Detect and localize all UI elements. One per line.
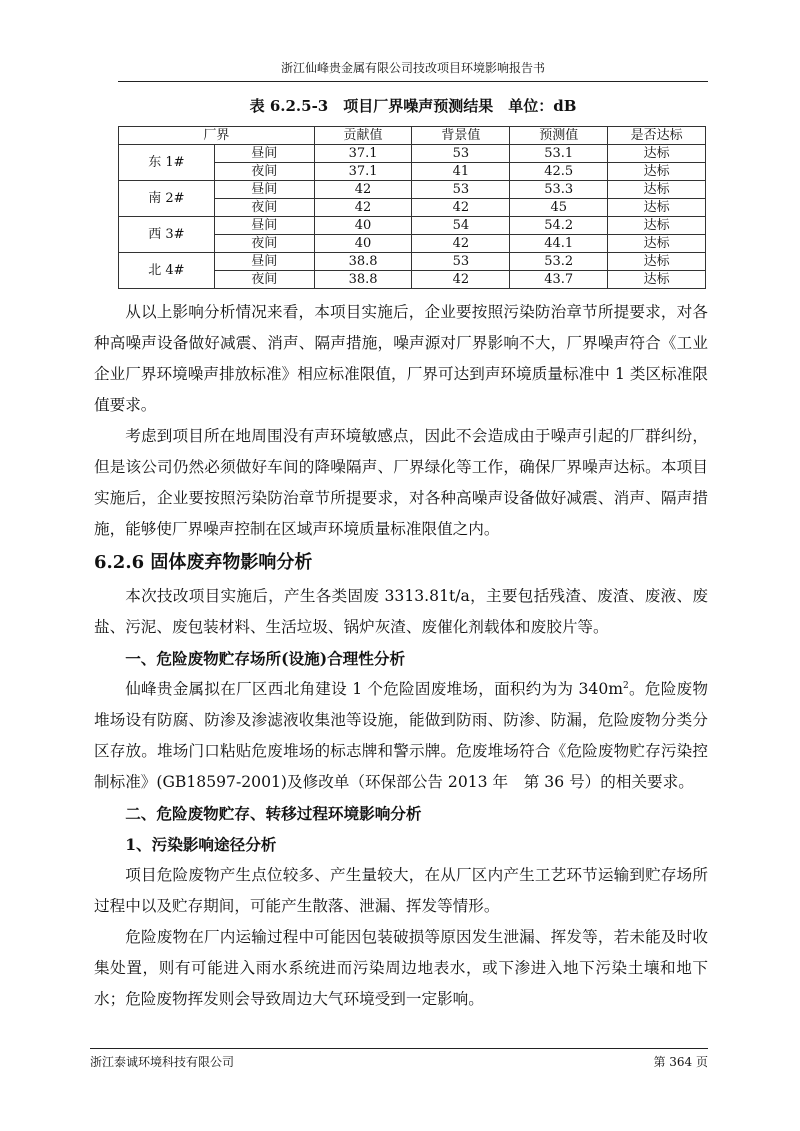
subsection-heading: 1、污染影响途径分析 bbox=[125, 835, 277, 854]
period: 昼间 bbox=[214, 253, 314, 271]
period: 夜间 bbox=[214, 163, 314, 181]
predicted-value: 53.2 bbox=[510, 253, 608, 271]
column-header: 背景值 bbox=[412, 127, 510, 145]
compliance-status: 达标 bbox=[608, 253, 706, 271]
paragraph: 危险废物在厂内运输过程中可能因包装破损等原因发生泄漏、挥发等，若未能及时收集处置，则有可能进入雨水系统进而污染周边地表水，或下渗进入地下污染土壤和地下水；危险废物挥发则会导致周边大气环境受到一定影响。 bbox=[94, 928, 708, 1008]
table-header-row bbox=[119, 127, 706, 145]
subsection-heading: 一、危险废物贮存场所(设施)合理性分析 bbox=[125, 649, 406, 668]
background-value: 53 bbox=[412, 145, 510, 163]
boundary-name: 西 3# bbox=[119, 217, 215, 253]
paragraph: 考虑到项目所在地周围没有声环境敏感点，因此不会造成由于噪声引起的厂群纠纷，但是该公司仍然必须做好车间的降噪隔声、厂界绿化等工作，确保厂界噪声达标。本项目实施后，企业要按照污染防治章节所提要求，对各种高噪声设备做好减震、消声、隔声措施，能够使厂界噪声控制在区域声环境质量标准限值之内。 bbox=[94, 427, 708, 538]
paragraph: 本次技改项目实施后，产生各类固废 3313.81t/a，主要包括残渣、废渣、废液、废盐、污泥、废包装材料、生活垃圾、锅炉灰渣、废催化剂载体和废胶片等。 bbox=[94, 587, 708, 636]
column-header: 是否达标 bbox=[608, 127, 706, 145]
contribution-value: 38.8 bbox=[314, 253, 412, 271]
contribution-value: 40 bbox=[314, 217, 412, 235]
running-footer bbox=[90, 1048, 708, 1070]
background-value: 41 bbox=[412, 163, 510, 181]
compliance-status: 达标 bbox=[608, 163, 706, 181]
predicted-value: 42.5 bbox=[510, 163, 608, 181]
paragraph bbox=[94, 674, 708, 798]
compliance-status: 达标 bbox=[608, 181, 706, 199]
column-header: 贡献值 bbox=[314, 127, 412, 145]
period: 昼间 bbox=[214, 217, 314, 235]
boundary-name: 北 4# bbox=[119, 253, 215, 289]
compliance-status: 达标 bbox=[608, 217, 706, 235]
contribution-value: 38.8 bbox=[314, 271, 412, 289]
predicted-value: 53.1 bbox=[510, 145, 608, 163]
background-value: 42 bbox=[412, 235, 510, 253]
body-text bbox=[94, 297, 708, 1015]
period: 夜间 bbox=[214, 271, 314, 289]
predicted-value: 44.1 bbox=[510, 235, 608, 253]
boundary-name: 南 2# bbox=[119, 181, 215, 217]
predicted-value: 53.3 bbox=[510, 181, 608, 199]
predicted-value: 45 bbox=[510, 199, 608, 217]
period: 夜间 bbox=[214, 199, 314, 217]
noise-prediction-table bbox=[118, 126, 706, 289]
table-row bbox=[119, 145, 706, 163]
footer-company: 浙江泰诚环境科技有限公司 bbox=[90, 1055, 235, 1069]
compliance-status: 达标 bbox=[608, 235, 706, 253]
predicted-value: 54.2 bbox=[510, 217, 608, 235]
running-header: 浙江仙峰贵金属有限公司技改项目环境影响报告书 bbox=[118, 60, 708, 82]
contribution-value: 42 bbox=[314, 181, 412, 199]
paragraph-text: 仙峰贵金属拟在厂区西北角建设 1 个危险固废堆场，面积约为为 340m bbox=[125, 680, 624, 698]
paragraph: 从以上影响分析情况来看，本项目实施后，企业要按照污染防治章节所提要求，对各种高噪声设备做好减震、消声、隔声措施，噪声源对厂界影响不大，厂界噪声符合《工业企业厂界环境噪声排放标准》相应标准限值，厂界可达到声环境质量标准中 1 类区标准限值要求。 bbox=[94, 303, 708, 414]
contribution-value: 42 bbox=[314, 199, 412, 217]
contribution-value: 37.1 bbox=[314, 145, 412, 163]
superscript: 2 bbox=[623, 680, 629, 691]
compliance-status: 达标 bbox=[608, 199, 706, 217]
table-title: 表 6.2.5-3 项目厂界噪声预测结果 单位：dB bbox=[249, 97, 577, 115]
paragraph-text: 。危险废物堆场设有防腐、防渗及渗滤液收集池等设施，能做到防雨、防渗、防漏，危险废物分类分区存放。堆场门口粘贴危废堆场的标志牌和警示牌。危废堆场符合《危险废物贮存污染控制标准》(GB18597-2001)及修改单（环保部公告 2013 年 第 36 号）的相关要求。 bbox=[94, 680, 708, 791]
background-value: 42 bbox=[412, 271, 510, 289]
contribution-value: 37.1 bbox=[314, 163, 412, 181]
period: 昼间 bbox=[214, 145, 314, 163]
predicted-value: 43.7 bbox=[510, 271, 608, 289]
period: 昼间 bbox=[214, 181, 314, 199]
compliance-status: 达标 bbox=[608, 271, 706, 289]
table-row bbox=[119, 253, 706, 271]
background-value: 53 bbox=[412, 253, 510, 271]
background-value: 53 bbox=[412, 181, 510, 199]
column-header: 预测值 bbox=[510, 127, 608, 145]
page-number: 第 364 页 bbox=[653, 1055, 708, 1069]
contribution-value: 40 bbox=[314, 235, 412, 253]
column-header: 厂界 bbox=[119, 127, 315, 145]
boundary-name: 东 1# bbox=[119, 145, 215, 181]
background-value: 54 bbox=[412, 217, 510, 235]
background-value: 42 bbox=[412, 199, 510, 217]
compliance-status: 达标 bbox=[608, 145, 706, 163]
table-row bbox=[119, 217, 706, 235]
subsection-heading: 二、危险废物贮存、转移过程环境影响分析 bbox=[125, 804, 422, 823]
period: 夜间 bbox=[214, 235, 314, 253]
table-row bbox=[119, 181, 706, 199]
paragraph: 项目危险废物产生点位较多、产生量较大，在从厂区内产生工艺环节运输到贮存场所过程中以及贮存期间，可能产生散落、泄漏、挥发等情形。 bbox=[94, 866, 708, 915]
section-heading: 6.2.6 固体废弃物影响分析 bbox=[94, 552, 313, 573]
